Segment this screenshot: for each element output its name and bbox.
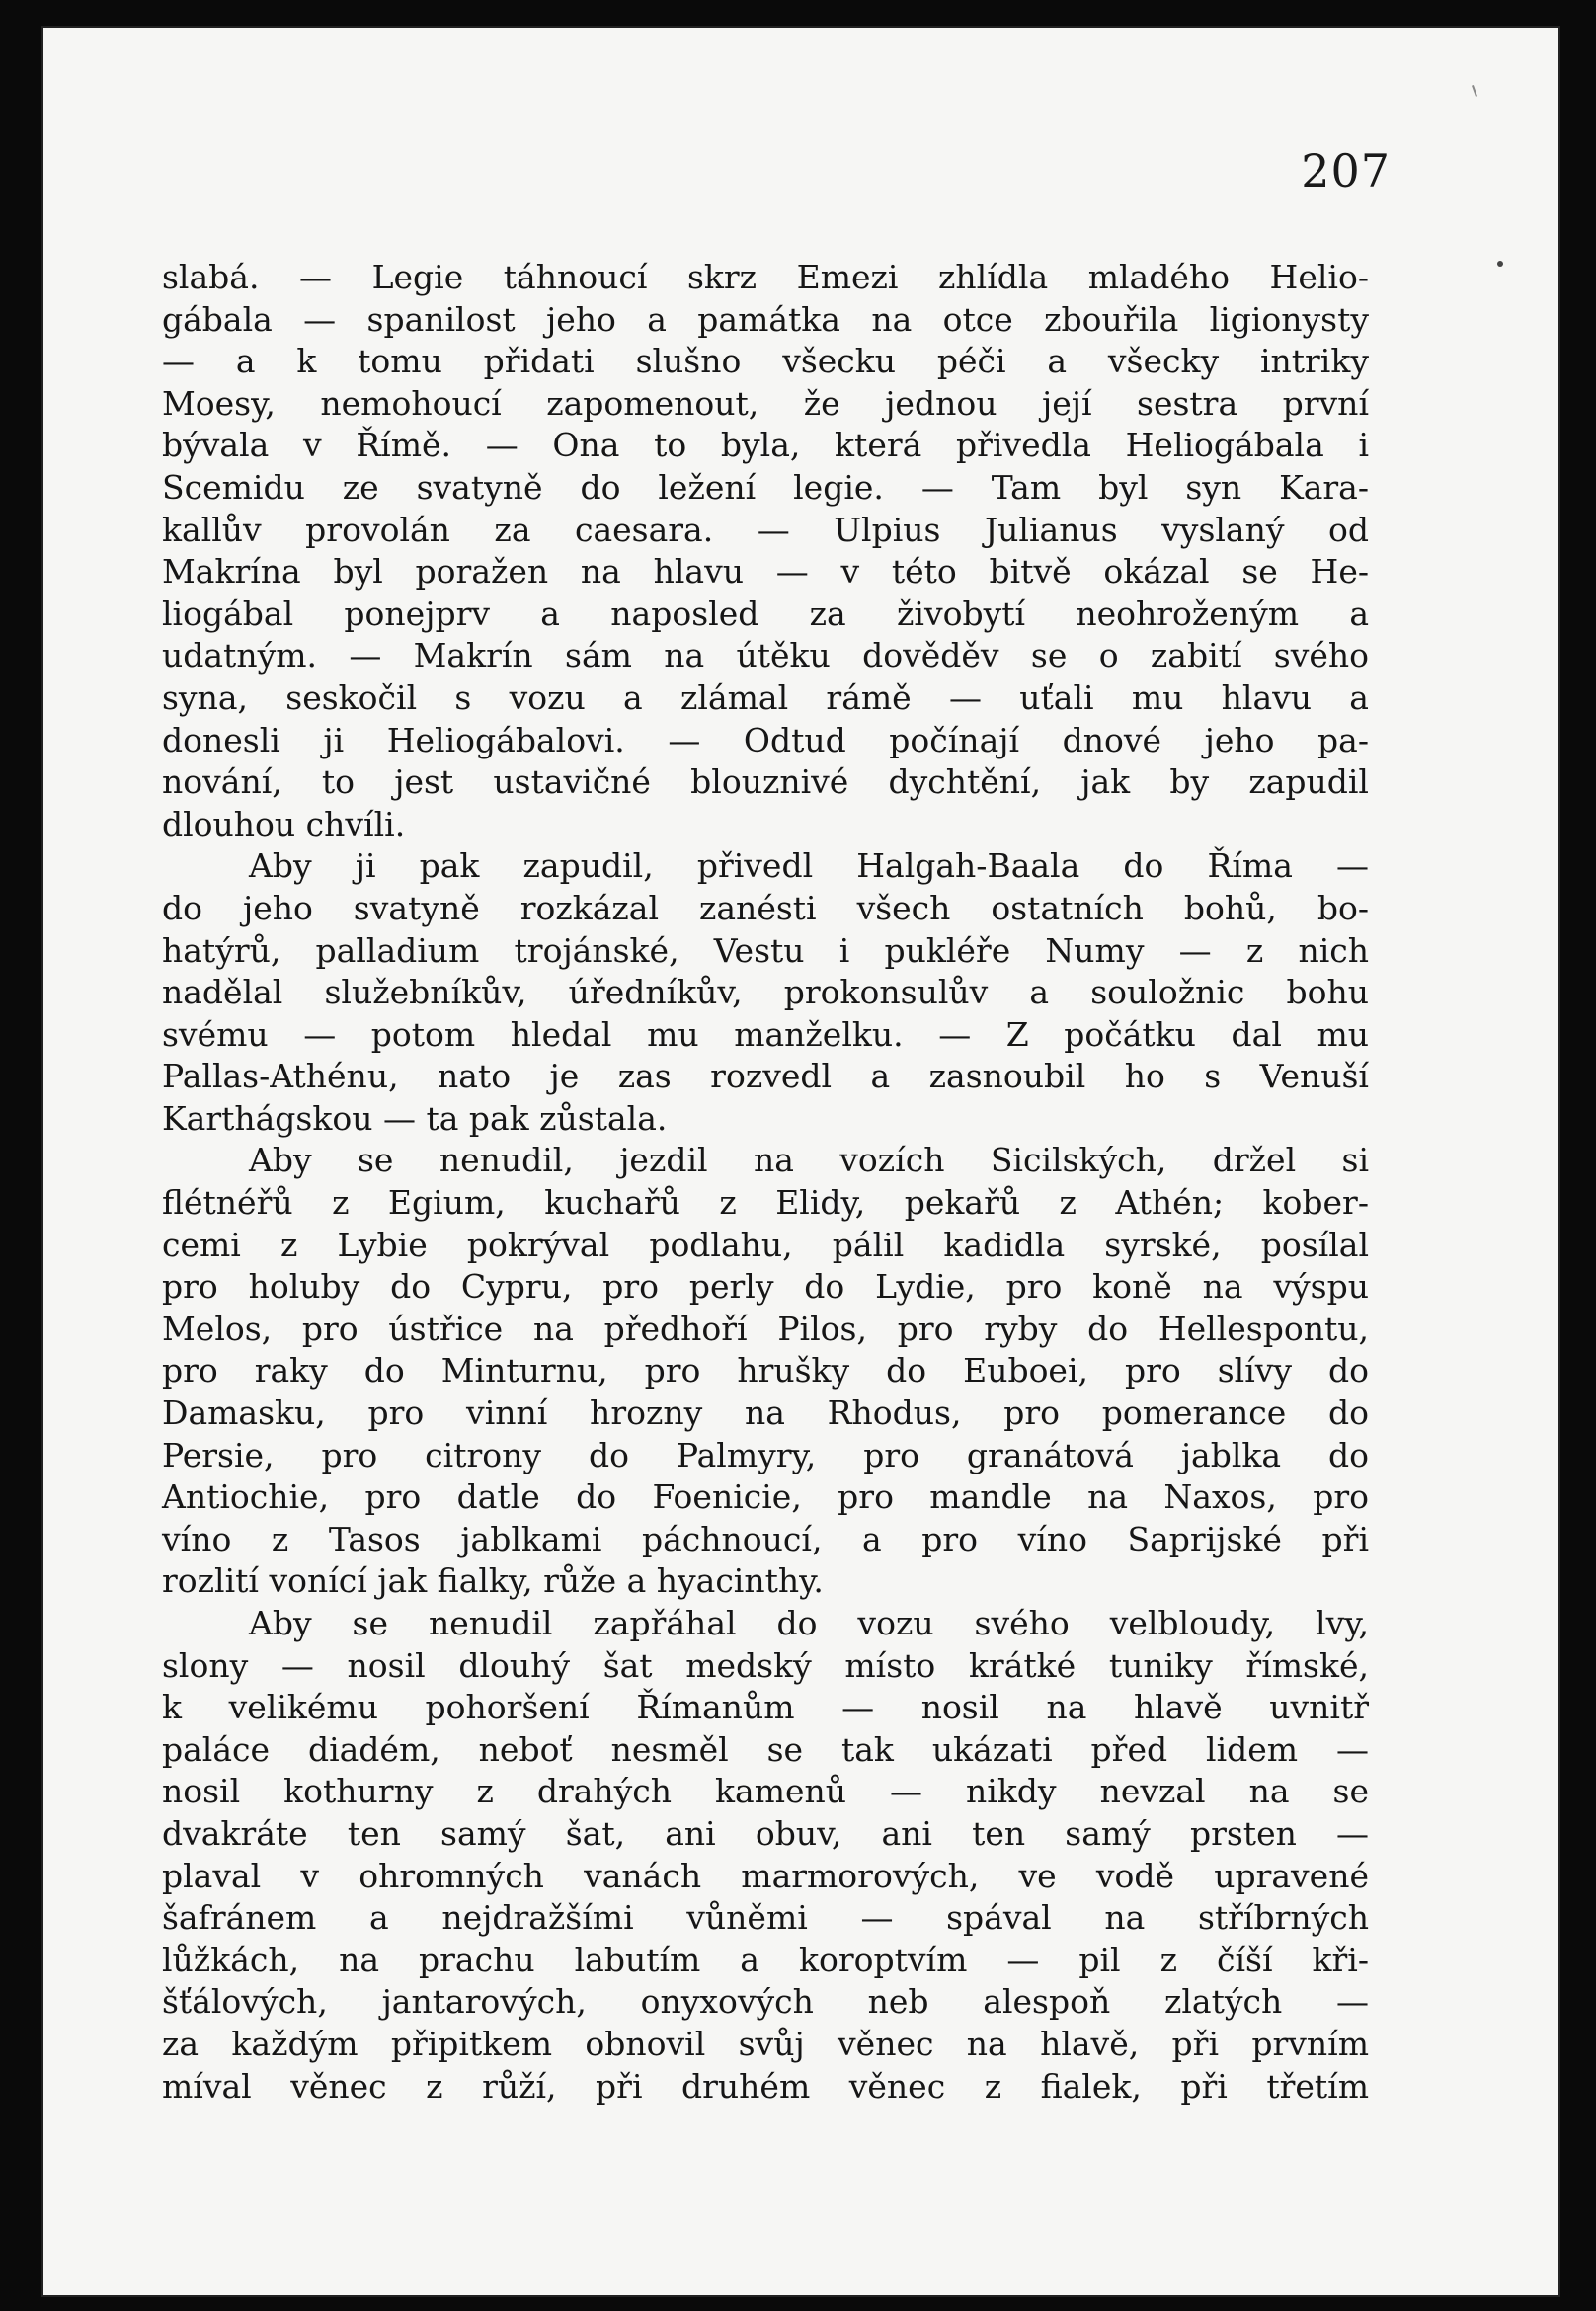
text-line: Damasku, pro vinní hrozny na Rhodus, pro pomerance do	[162, 1394, 1369, 1433]
text-line: šafránem a nejdražšími vůněmi — spával na stříbrných	[162, 1898, 1369, 1938]
text-line: udatným. — Makrín sám na útěku dověděv se o zabití svého	[162, 636, 1369, 676]
text-line: syna, seskočil s vozu a zlámal rámě — uťali mu hlavu a	[162, 677, 1369, 717]
text-line: kallův provolán za caesara. — Ulpius Julianus vyslaný od	[162, 510, 1369, 549]
text-line: Aby ji pak zapudil, přivedl Halgah-Baala do Říma —	[249, 846, 1369, 886]
text-line: nování, to jest ustavičné blouznivé dychtění, jak by zapudil	[162, 762, 1369, 802]
text-line: za každým připitkem obnovil svůj věnec na hlavě, při prvním	[162, 2024, 1369, 2063]
text-line: šťálových, jantarových, onyxových neb alespoň zlatých —	[162, 1982, 1369, 2022]
text-line: pro holuby do Cypru, pro perly do Lydie, pro koně na výspu	[162, 1267, 1369, 1307]
margin-dot	[1497, 261, 1503, 267]
text-line: dvakráte ten samý šat, ani obuv, ani ten samý prsten —	[162, 1813, 1369, 1853]
text-line: Pallas-Athénu, nato je zas rozvedl a zasnoubil ho s Venuší	[162, 1057, 1369, 1096]
text-line: Melos, pro ústřice na předhoří Pilos, pro ryby do Hellespontu,	[162, 1309, 1369, 1348]
text-line: Moesy, nemohoucí zapomenout, že jednou její sestra první	[162, 383, 1369, 423]
text-line: dlouhou chvíli.	[162, 804, 406, 843]
text-line: Antiochie, pro datle do Foenicie, pro mandle na Naxos, pro	[162, 1477, 1369, 1517]
text-line: liogábal ponejprv a naposled za živobytí neohroženým a	[162, 594, 1369, 633]
text-line: pro raky do Minturnu, pro hrušky do Euboei, pro slívy do	[162, 1351, 1369, 1391]
text-line: Makrína byl poražen na hlavu — v této bitvě okázal se He-	[162, 552, 1369, 592]
text-line: gábala — spanilost jeho a památka na otce zbouřila ligionysty	[162, 299, 1369, 339]
text-line: — a k tomu přidati slušno všecku péči a všecky intriky	[162, 342, 1369, 381]
text-line: Persie, pro citrony do Palmyry, pro granátová jablka do	[162, 1435, 1369, 1474]
text-line: cemi z Lybie pokrýval podlahu, pálil kadidla syrské, posílal	[162, 1225, 1369, 1264]
text-line: rozlití vonící jak fialky, růže a hyacinthy.	[162, 1561, 824, 1601]
text-line: bývala v Římě. — Ona to byla, která přivedla Heliogábala i	[162, 426, 1369, 465]
paragraph	[162, 1140, 1369, 1603]
page-number: 207	[1301, 144, 1391, 198]
text-line: míval věnec z růží, při druhém věnec z fialek, při třetím	[162, 2066, 1369, 2106]
text-line: paláce diadém, neboť nesměl se tak ukázati před lidem —	[162, 1729, 1369, 1769]
text-line: donesli ji Heliogábalovi. — Odtud počínají dnové jeho pa-	[162, 720, 1369, 759]
text-line: Karthágskou — ta pak zůstala.	[162, 1098, 668, 1138]
text-line: svému — potom hledal mu manželku. — Z počátku dal mu	[162, 1014, 1369, 1054]
text-line: plaval v ohromných vanách marmorových, ve vodě upravené	[162, 1856, 1369, 1895]
text-line: do jeho svatyně rozkázal zanésti všech ostatních bohů, bo-	[162, 888, 1369, 927]
paragraph	[162, 845, 1369, 1140]
text-line: slabá. — Legie táhnoucí skrz Emezi zhlídla mladého Helio-	[162, 258, 1369, 296]
paragraph	[162, 257, 1369, 845]
text-line: nadělal služebníkův, úředníkův, prokonsulův a souložnic bohu	[162, 973, 1369, 1012]
text-line: k velikému pohoršení Římanům — nosil na hlavě uvnitř	[162, 1688, 1369, 1727]
text-line: lůžkách, na prachu labutím a koroptvím — pil z číší kři-	[162, 1940, 1369, 1979]
text-line: flétnéřů z Egium, kuchařů z Elidy, pekařů z Athén; kober-	[162, 1183, 1369, 1223]
text-line: hatýrů, palladium trojánské, Vestu i pukléře Numy — z nich	[162, 930, 1369, 970]
text-line: slony — nosil dlouhý šat medský místo krátké tuniky římské,	[162, 1645, 1369, 1685]
text-line: Aby se nenudil, jezdil na vozích Sicilských, držel si	[249, 1141, 1369, 1180]
text-line: nosil kothurny z drahých kamenů — nikdy nevzal na se	[162, 1772, 1369, 1811]
text-line: Aby se nenudil zapřáhal do vozu svého velbloudy, lvy,	[249, 1604, 1369, 1642]
book-page	[43, 28, 1558, 2295]
body-text	[162, 257, 1369, 2108]
text-line: víno z Tasos jablkami páchnoucí, a pro víno Saprijské při	[162, 1519, 1369, 1558]
margin-mark	[1472, 85, 1477, 97]
text-line: Scemidu ze svatyně do ležení legie. — Tam byl syn Kara-	[162, 467, 1369, 507]
paragraph	[162, 1603, 1369, 2108]
